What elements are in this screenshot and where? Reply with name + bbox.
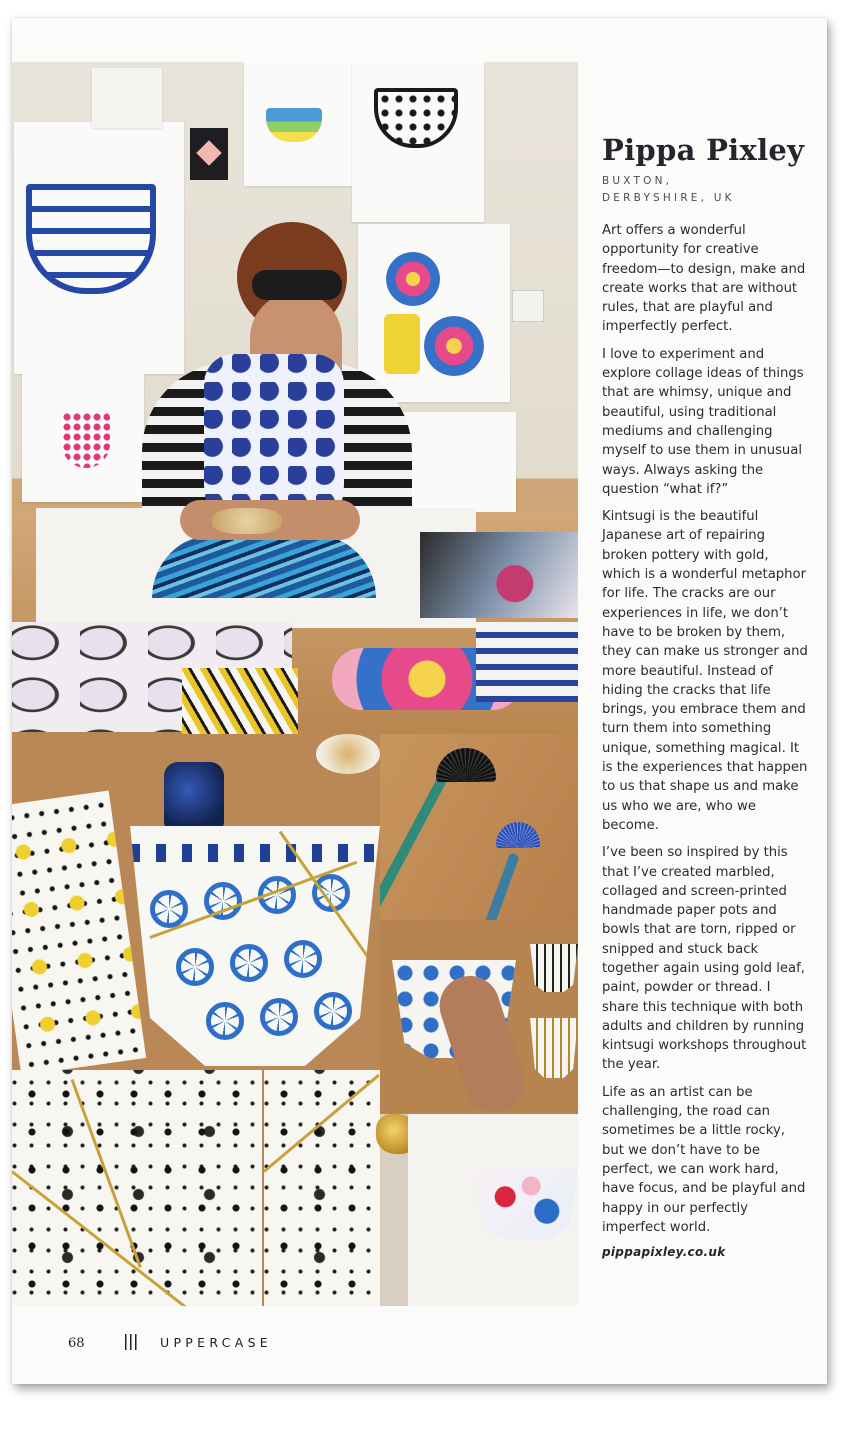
- wall-bowl-drawing: [14, 122, 184, 374]
- gold-crack-line: [71, 1079, 142, 1268]
- red-blue-marbled-bowl: [474, 1168, 578, 1240]
- wall-small-art: [396, 412, 516, 512]
- gold-crack-line: [263, 1074, 380, 1173]
- wheel-motif: [314, 992, 352, 1030]
- page-number: 68: [68, 1336, 85, 1351]
- gold-crack-line: [12, 1170, 234, 1306]
- wheel-motif: [284, 940, 322, 978]
- kintsugi-bowls-photo: [12, 734, 380, 1306]
- black-splatter-bowl-left: [12, 1070, 262, 1306]
- blue-striped-paper: [476, 622, 578, 702]
- striped-bowl-art: [530, 944, 578, 992]
- gold-striped-bowl-art: [530, 1018, 578, 1078]
- pink-dot-pot-art: [62, 412, 110, 468]
- artist-location: BUXTON, DERBYSHIRE, UK: [602, 175, 735, 204]
- black-fan-brush: [436, 748, 496, 782]
- gold-paper-piece: [212, 508, 282, 534]
- wheel-motif: [150, 890, 188, 928]
- marbled-bowl-photo: [408, 1114, 578, 1306]
- paintbrush-handle: [380, 772, 449, 920]
- bowl-rim-pattern: [130, 844, 380, 862]
- wall-pink-dot-pot: [22, 372, 144, 502]
- flower-shape: [424, 316, 484, 376]
- sunglasses-on-head: [252, 270, 342, 300]
- studio-photo: [12, 62, 578, 734]
- light-switch: [512, 290, 544, 322]
- footer-divider-bars: [125, 1334, 137, 1350]
- magazine-name: UPPERCASE: [160, 1335, 272, 1350]
- article-paragraph: I’ve been so inspired by this that I’ve created marbled, collaged and screen-printed handmade paper pots and bowls that are torn, ripped or snipped and stuck back together again using gold leaf, paint, powder or thread. I share this technique with both adults and children by running kintsugi workshops throughout the year.: [602, 845, 807, 1073]
- article-paragraph: Art offers a wonderful opportunity for creative freedom—to design, make and create works that are without rules, that are playful and imperfectly perfect.: [602, 223, 806, 335]
- blue-striped-bowl-art: [26, 184, 156, 294]
- wheel-motif: [260, 998, 298, 1036]
- brushes-photo: [380, 734, 578, 920]
- article-paragraph: Kintsugi is the beautiful Japanese art of repairing broken pottery with gold, which is a wonderful metaphor for life. The cracks are our experiences in life, we don’t have to be broken by them, they can make us stronger and more beautiful. Instead of hiding the cracks that life brings, you embrace them and turn them into something unique, something magical. It is the experiences that happen to us that shape us and make us who we are, who we become.: [602, 509, 808, 833]
- splatter-paper: [182, 668, 298, 734]
- blue-wheel-bowl-collage: [130, 826, 380, 1066]
- wheel-motif: [176, 948, 214, 986]
- wall-floral-painting: [358, 224, 510, 402]
- photo-collage: [12, 62, 578, 1306]
- flower-shape: [386, 252, 440, 306]
- marbled-scraps: [420, 532, 578, 618]
- wheel-motif: [230, 944, 268, 982]
- wall-black-bowl: [352, 62, 484, 222]
- magazine-page: [12, 18, 827, 1384]
- painting-bowl-photo: [380, 920, 578, 1114]
- yellow-black-splatter-sheet: [12, 791, 146, 1076]
- artist-name: Pippa Pixley: [602, 133, 805, 167]
- article-paragraph: I love to experiment and explore collage ideas of things that are whimsy, unique and beautiful, using traditional mediums and challenging myself to use them in unusual ways. Always asking the question “what if?”: [602, 346, 804, 497]
- ink-bottle: [164, 762, 224, 832]
- black-splatter-bowl-right: [264, 1070, 380, 1306]
- heart-icon: [196, 140, 221, 165]
- blue-fan-brush: [496, 822, 540, 848]
- article-text-column: [602, 133, 808, 1259]
- artist-website: pippapixley.co.uk: [602, 1245, 726, 1260]
- black-dotted-bowl-art: [374, 88, 458, 148]
- paintbrush-handle: [476, 852, 520, 920]
- yellow-block: [384, 314, 420, 374]
- wall-small-bowl: [244, 62, 352, 186]
- blue-marbled-bowl-collage: [152, 534, 376, 598]
- article-paragraph: Life as an artist can be challenging, the road can sometimes be a little rocky, but we don’t have to be perfect, we can work hard, have focus, and be playful and happy in our perfectly imperfect world.: [602, 1084, 806, 1235]
- green-bowl-art: [266, 108, 322, 142]
- gold-paint-dish: [316, 734, 380, 774]
- heart-card: [190, 128, 228, 180]
- wheel-motif: [206, 1002, 244, 1040]
- wall-fish-bowl-art: [92, 68, 162, 128]
- article-body: [602, 221, 808, 1237]
